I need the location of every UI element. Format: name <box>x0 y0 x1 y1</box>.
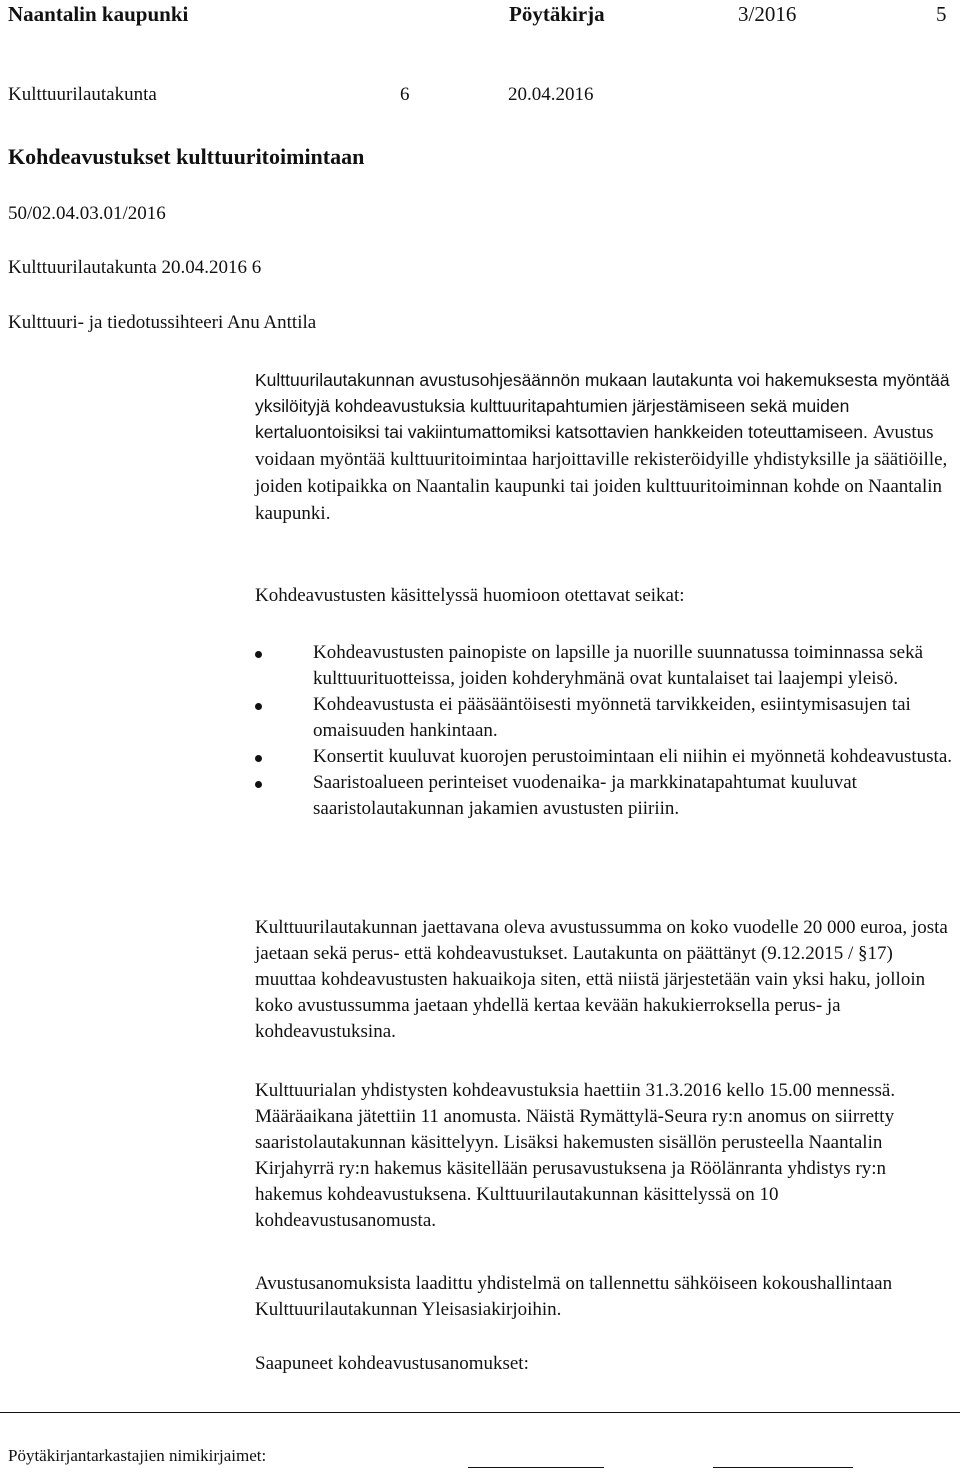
section-number: 6 <box>400 84 410 105</box>
footer-divider <box>0 1412 960 1413</box>
considerations-heading: Kohdeavustusten käsittelyssä huomioon otettavat seikat: <box>255 585 685 606</box>
bullet-icon <box>255 755 262 762</box>
list-item-text: Konsertit kuuluvat kuorojen perustoimintaan eli niihin ei myönnetä kohdeavustusta. <box>313 746 953 767</box>
budget-paragraph: Kulttuurilautakunnan jaettavana oleva avustussumma on koko vuodelle 20 000 euroa, josta jaetaan sekä perus- että kohdeavustukset. Lautakunta on päättänyt (9.12.2015 / §17) muuttaa kohdeavustusten hakuaikoja siten, että niistä järjestetään vain yksi haku, jolloin koko avustussumma jaetaan yhdellä kertaa kevään hakukierroksella perus- ja kohdeavustuksina. <box>255 917 948 1042</box>
bullet-icon <box>255 781 262 788</box>
board-name: Kulttuurilautakunta <box>8 84 157 105</box>
diary-number: 50/02.04.03.01/2016 <box>8 203 166 224</box>
list-item <box>255 692 955 744</box>
signatures-label: Pöytäkirjantarkastajien nimikirjaimet: <box>8 1446 267 1465</box>
intro-paragraph <box>255 367 955 527</box>
applications-paragraph: Kulttuurialan yhdistysten kohdeavustuksia haettiin 31.3.2016 kello 15.00 mennessä. Määräaikana jätettiin 11 anomusta. Näistä Rymättylä-Seura ry:n anomus on siirretty saaristolautakunnan käsittelyyn. Lisäksi hakemusten sisällön perusteella Naantalin Kirjahyrrä ry:n hakemus käsitellään perusavustuksena ja Röölänranta yhdistys ry:n hakemus kohdeavustuksena. Kulttuurilautakunnan käsittelyssä on 10 kohdeavustusanomusta. <box>255 1080 896 1231</box>
city-name: Naantalin kaupunki <box>8 2 189 26</box>
intro-sentence-1: Kulttuurilautakunnan avustusohjesäännön mukaan lautakunta voi hakemuksesta myöntää yksilöityjä kohdeavustuksia kulttuuritapahtumien järjestämiseen sekä muiden kertaluontoisiksi tai vakiintumattomiksi katsottavien hankkeiden toteuttamiseen. <box>255 370 950 442</box>
preparer: Kulttuuri- ja tiedotussihteeri Anu Anttila <box>8 312 317 333</box>
received-heading: Saapuneet kohdeavustusanomukset: <box>255 1353 529 1374</box>
page-title: Kohdeavustukset kulttuuritoimintaan <box>8 144 365 169</box>
document-type: Pöytäkirja <box>509 2 605 26</box>
list-item <box>255 640 955 692</box>
page-number: 5 <box>936 2 947 26</box>
summary-paragraph: Avustusanomuksista laadittu yhdistelmä on tallennettu sähköiseen kokoushallintaan Kulttuurilautakunnan Yleisasiakirjoihin. <box>255 1273 893 1320</box>
meeting-reference: Kulttuurilautakunta 20.04.2016 6 <box>8 257 262 278</box>
intro-sentence-2: Avustus voidaan myöntää kulttuuritoimintaa harjoittaville rekisteröidyille yhdistyksille ja säätiöille, joiden kotipaikka on Naantalin kaupunki tai joiden kulttuuritoiminnan kohde on Naantalin kaupunki. <box>255 422 948 524</box>
list-item-text: Kohdeavustusten painopiste on lapsille ja nuorille suunnatussa toiminnassa sekä kulttuurituotteissa, joiden kohderyhmänä ovat kuntalaiset tai laajempi yleisö. <box>313 642 924 689</box>
bullet-icon <box>255 651 262 658</box>
list-item-text: Saaristoalueen perinteiset vuodenaika- ja markkinatapahtumat kuuluvat saaristolautakunnan jakamien avustusten piiriin. <box>313 772 857 819</box>
signature-line-1 <box>468 1467 604 1468</box>
signature-line-2 <box>713 1467 853 1468</box>
considerations-list <box>255 640 955 822</box>
list-item <box>255 744 955 770</box>
document-number: 3/2016 <box>738 2 797 26</box>
list-item <box>255 770 955 822</box>
meeting-date: 20.04.2016 <box>508 84 594 105</box>
list-item-text: Kohdeavustusta ei pääsääntöisesti myönnetä tarvikkeiden, esiintymisasujen tai omaisuuden hankintaan. <box>313 694 911 741</box>
bullet-icon <box>255 703 262 710</box>
